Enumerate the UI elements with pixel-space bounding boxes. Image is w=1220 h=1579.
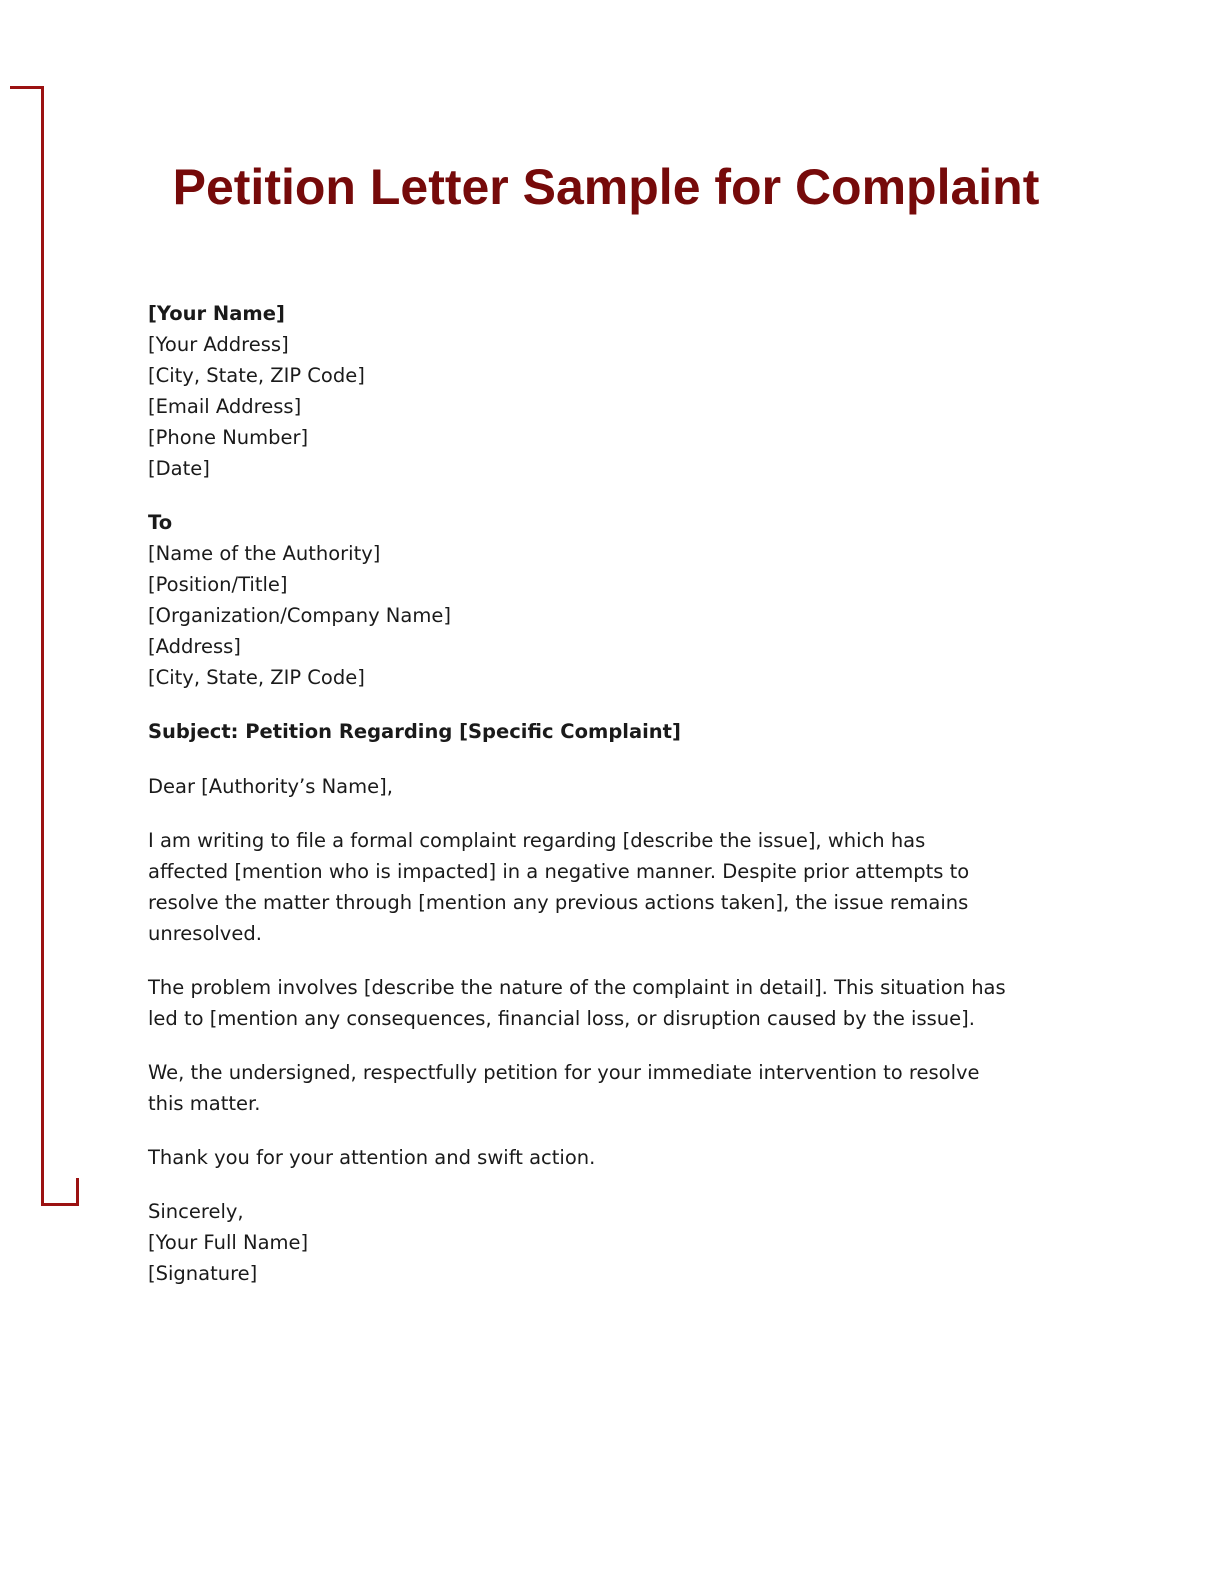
body-paragraph [148, 1057, 980, 1119]
paragraph-line: affected [mention who is impacted] in a negative manner. Despite prior attempts to [148, 860, 970, 883]
closing-line: [Signature] [148, 1262, 258, 1285]
recipient-heading: To [148, 511, 173, 534]
bracket-bottom [41, 1203, 79, 1206]
paragraph-line: We, the undersigned, respectfully petition for your immediate intervention to resolve [148, 1061, 980, 1084]
recipient-line: [City, State, ZIP Code] [148, 666, 365, 689]
page-title: Petition Letter Sample for Complaint [172, 159, 1040, 215]
paragraph-line: unresolved. [148, 922, 262, 945]
closing-line: Sincerely, [148, 1200, 244, 1223]
bracket-top [10, 86, 44, 89]
bracket-tick [76, 1178, 79, 1206]
body-paragraph [148, 1142, 595, 1173]
body-paragraph [148, 972, 1006, 1034]
body-paragraph [148, 825, 969, 949]
salutation [148, 771, 393, 802]
recipient-line: [Name of the Authority] [148, 542, 381, 565]
paragraph-line: I am writing to file a formal complaint regarding [describe the issue], which has [148, 829, 926, 852]
subject-line [148, 716, 681, 747]
subject-text: Subject: Petition Regarding [Specific Complaint] [148, 720, 681, 743]
sender-line: [Your Address] [148, 333, 289, 356]
paragraph-line: Thank you for your attention and swift action. [148, 1146, 596, 1169]
closing-line: [Your Full Name] [148, 1231, 309, 1254]
recipient-block [148, 507, 451, 693]
sender-line: [Date] [148, 457, 210, 480]
sender-name: [Your Name] [148, 302, 285, 325]
recipient-line: [Address] [148, 635, 241, 658]
recipient-line: [Organization/Company Name] [148, 604, 451, 627]
sender-line: [Phone Number] [148, 426, 309, 449]
closing-block [148, 1196, 308, 1289]
salutation-text: Dear [Authority’s Name], [148, 775, 393, 798]
recipient-line: [Position/Title] [148, 573, 288, 596]
paragraph-line: led to [mention any consequences, financial loss, or disruption caused by the issue]. [148, 1007, 975, 1030]
bracket-vertical [41, 86, 44, 1206]
sender-line: [Email Address] [148, 395, 302, 418]
paragraph-line: resolve the matter through [mention any previous actions taken], the issue remains [148, 891, 969, 914]
sender-block [148, 298, 365, 484]
sender-line: [City, State, ZIP Code] [148, 364, 365, 387]
paragraph-line: The problem involves [describe the nature of the complaint in detail]. This situation has [148, 976, 1006, 999]
paragraph-line: this matter. [148, 1092, 261, 1115]
